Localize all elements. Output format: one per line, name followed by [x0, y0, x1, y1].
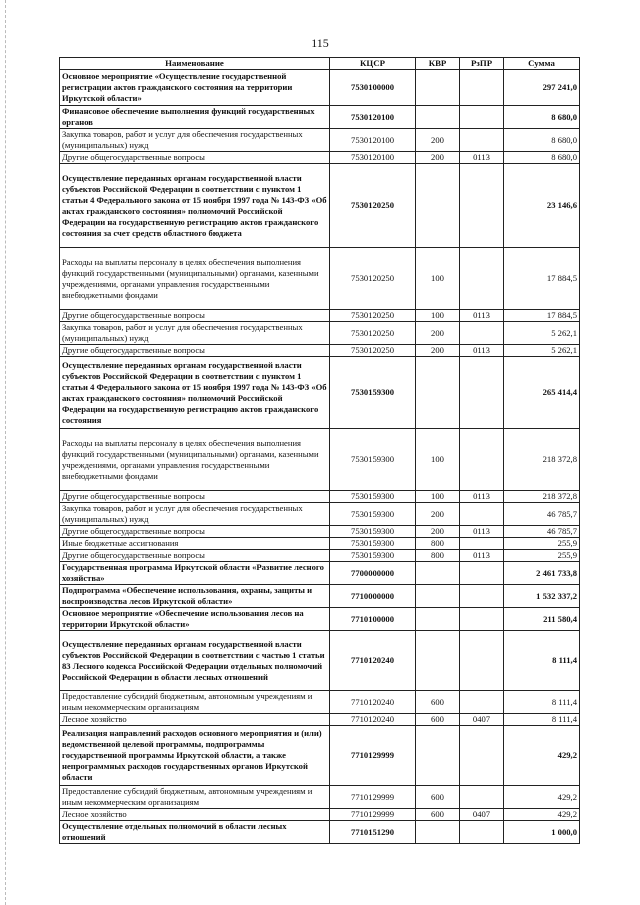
- row-rzpr: [460, 129, 504, 152]
- row-sum: 255,9: [504, 538, 580, 550]
- row-name: Основное мероприятие «Обеспечение использования лесов на территории Иркутской области»: [60, 608, 330, 631]
- row-sum: 23 146,6: [504, 164, 580, 248]
- row-kcsr: 7530159300: [330, 526, 416, 538]
- header-rzpr: РзПР: [460, 58, 504, 70]
- budget-table: [59, 57, 580, 844]
- row-kcsr: 7530159300: [330, 491, 416, 503]
- row-sum: 8 111,4: [504, 714, 580, 726]
- row-kcsr: 7530159300: [330, 538, 416, 550]
- row-sum: 17 884,5: [504, 310, 580, 322]
- row-kcsr: 7530120250: [330, 345, 416, 357]
- row-name: Закупка товаров, работ и услуг для обеспечения государственных (муниципальных) нужд: [60, 129, 330, 152]
- row-kvr: 600: [416, 786, 460, 809]
- row-rzpr: [460, 726, 504, 786]
- row-kvr: 100: [416, 429, 460, 491]
- header-name: Наименование: [60, 58, 330, 70]
- row-sum: 255,9: [504, 550, 580, 562]
- row-kvr: [416, 562, 460, 585]
- row-sum: 265 414,4: [504, 357, 580, 429]
- row-name: Реализация направлений расходов основного мероприятия и (или) ведомственной целевой программы, подпрограммы государственной программы Иркутской области, а также непрограммных расходов государственных органов Иркутской области: [60, 726, 330, 786]
- row-rzpr: [460, 248, 504, 310]
- row-rzpr: 0113: [460, 526, 504, 538]
- row-kcsr: 7710100000: [330, 608, 416, 631]
- row-name: Предоставление субсидий бюджетным, автономным учреждениям и иным некоммерческим организациям: [60, 691, 330, 714]
- row-name: Государственная программа Иркутской области «Развитие лесного хозяйства»: [60, 562, 330, 585]
- row-kvr: 800: [416, 550, 460, 562]
- row-rzpr: [460, 503, 504, 526]
- row-sum: 5 262,1: [504, 345, 580, 357]
- row-kvr: [416, 608, 460, 631]
- table-row: [60, 310, 580, 322]
- row-name: Финансовое обеспечение выполнения функций государственных органов: [60, 106, 330, 129]
- row-kvr: 200: [416, 345, 460, 357]
- table-row: [60, 164, 580, 248]
- table-row: [60, 345, 580, 357]
- header-kcsr: КЦСР: [330, 58, 416, 70]
- row-kcsr: 7710151290: [330, 821, 416, 844]
- row-kvr: [416, 70, 460, 106]
- header-kvr: КВР: [416, 58, 460, 70]
- row-kvr: [416, 726, 460, 786]
- row-rzpr: 0113: [460, 152, 504, 164]
- row-rzpr: [460, 821, 504, 844]
- row-kvr: 100: [416, 491, 460, 503]
- row-kcsr: 7710129999: [330, 809, 416, 821]
- row-rzpr: 0113: [460, 345, 504, 357]
- row-sum: 17 884,5: [504, 248, 580, 310]
- row-kcsr: 7530159300: [330, 429, 416, 491]
- row-rzpr: [460, 429, 504, 491]
- row-name: Другие общегосударственные вопросы: [60, 526, 330, 538]
- table-row: [60, 809, 580, 821]
- table-row: [60, 691, 580, 714]
- row-kvr: 100: [416, 310, 460, 322]
- row-sum: 1 000,0: [504, 821, 580, 844]
- row-sum: 46 785,7: [504, 526, 580, 538]
- table-row: [60, 322, 580, 345]
- table-row: [60, 714, 580, 726]
- row-kvr: 200: [416, 526, 460, 538]
- row-kcsr: 7530159300: [330, 357, 416, 429]
- row-kvr: [416, 631, 460, 691]
- row-rzpr: 0113: [460, 310, 504, 322]
- row-kcsr: 7700000000: [330, 562, 416, 585]
- table-row: [60, 550, 580, 562]
- row-kcsr: 7530100000: [330, 70, 416, 106]
- table-body: [60, 70, 580, 844]
- row-kcsr: 7530120250: [330, 248, 416, 310]
- row-name: Осуществление отдельных полномочий в области лесных отношений: [60, 821, 330, 844]
- row-name: Другие общегосударственные вопросы: [60, 345, 330, 357]
- row-sum: 218 372,8: [504, 429, 580, 491]
- row-kvr: 200: [416, 129, 460, 152]
- row-sum: 8 111,4: [504, 631, 580, 691]
- row-kcsr: 7710000000: [330, 585, 416, 608]
- table-row: [60, 357, 580, 429]
- row-sum: 218 372,8: [504, 491, 580, 503]
- row-name: Другие общегосударственные вопросы: [60, 550, 330, 562]
- row-rzpr: [460, 562, 504, 585]
- row-kvr: 100: [416, 248, 460, 310]
- row-name: Расходы на выплаты персоналу в целях обеспечения выполнения функций государственными (муниципальными) органами, казенными учреждениями, органами управления государственными внебюджетными фондами: [60, 429, 330, 491]
- scan-edge: [5, 0, 7, 905]
- row-kvr: [416, 585, 460, 608]
- row-rzpr: [460, 631, 504, 691]
- row-name: Иные бюджетные ассигнования: [60, 538, 330, 550]
- row-kcsr: 7530120100: [330, 152, 416, 164]
- row-sum: 211 580,4: [504, 608, 580, 631]
- table-row: [60, 726, 580, 786]
- table-row: [60, 786, 580, 809]
- row-name: Закупка товаров, работ и услуг для обеспечения государственных (муниципальных) нужд: [60, 322, 330, 345]
- table-row: [60, 631, 580, 691]
- row-kcsr: 7530120250: [330, 310, 416, 322]
- row-sum: 46 785,7: [504, 503, 580, 526]
- row-rzpr: 0407: [460, 714, 504, 726]
- row-name: Предоставление субсидий бюджетным, автономным учреждениям и иным некоммерческим организациям: [60, 786, 330, 809]
- table-row: [60, 608, 580, 631]
- row-rzpr: [460, 538, 504, 550]
- row-rzpr: [460, 357, 504, 429]
- header-sum: Сумма: [504, 58, 580, 70]
- row-kcsr: 7530120250: [330, 164, 416, 248]
- table-row: [60, 248, 580, 310]
- row-kcsr: 7710120240: [330, 714, 416, 726]
- table-row: [60, 526, 580, 538]
- row-name: Подпрограмма «Обеспечение использования, охраны, защиты и воспроизводства лесов Иркутской области»: [60, 585, 330, 608]
- row-kcsr: 7530120100: [330, 129, 416, 152]
- row-kvr: [416, 821, 460, 844]
- row-sum: 8 111,4: [504, 691, 580, 714]
- row-kvr: [416, 164, 460, 248]
- row-kvr: 600: [416, 691, 460, 714]
- row-rzpr: [460, 322, 504, 345]
- table-row: [60, 106, 580, 129]
- row-kcsr: 7530120250: [330, 322, 416, 345]
- table-row: [60, 821, 580, 844]
- row-name: Осуществление переданных органам государственной власти субъектов Российской Федерации в соответствии с частью 1 статьи 83 Лесного кодекса Российской Федерации отдельных полномочий Российской Федерации в области лесных отношений: [60, 631, 330, 691]
- row-rzpr: [460, 691, 504, 714]
- row-sum: 429,2: [504, 809, 580, 821]
- row-sum: 8 680,0: [504, 106, 580, 129]
- table-row: [60, 538, 580, 550]
- row-sum: 5 262,1: [504, 322, 580, 345]
- row-kcsr: 7530159300: [330, 503, 416, 526]
- row-kcsr: 7530159300: [330, 550, 416, 562]
- row-kcsr: 7530120100: [330, 106, 416, 129]
- row-kvr: 200: [416, 322, 460, 345]
- row-kvr: 600: [416, 714, 460, 726]
- row-name: Лесное хозяйство: [60, 714, 330, 726]
- table-header-row: [60, 58, 580, 70]
- row-rzpr: [460, 70, 504, 106]
- row-sum: 8 680,0: [504, 129, 580, 152]
- row-rzpr: [460, 585, 504, 608]
- table-row: [60, 491, 580, 503]
- row-kcsr: 7710120240: [330, 691, 416, 714]
- row-name: Осуществление переданных органам государственной власти субъектов Российской Федерации в соответствии с пунктом 1 статьи 4 Федерального закона от 15 ноября 1997 года № 143-ФЗ «Об актах гражданского состояния» полномочий Российской Федерации на государственную регистрацию актов гражданского состояния за счет средств областного бюджета: [60, 164, 330, 248]
- row-rzpr: 0113: [460, 550, 504, 562]
- row-name: Лесное хозяйство: [60, 809, 330, 821]
- row-sum: 429,2: [504, 786, 580, 809]
- table-row: [60, 129, 580, 152]
- table-row: [60, 152, 580, 164]
- row-kvr: 200: [416, 152, 460, 164]
- row-sum: 297 241,0: [504, 70, 580, 106]
- row-kcsr: 7710129999: [330, 726, 416, 786]
- row-sum: 8 680,0: [504, 152, 580, 164]
- page-number: 115: [311, 36, 329, 50]
- row-rzpr: [460, 106, 504, 129]
- row-kvr: [416, 357, 460, 429]
- row-kvr: 200: [416, 503, 460, 526]
- table-row: [60, 585, 580, 608]
- row-name: Расходы на выплаты персоналу в целях обеспечения выполнения функций государственными (муниципальными) органами, казенными учреждениями, органами управления государственными внебюджетными фондами: [60, 248, 330, 310]
- row-rzpr: [460, 786, 504, 809]
- table-row: [60, 70, 580, 106]
- row-name: Другие общегосударственные вопросы: [60, 152, 330, 164]
- row-rzpr: 0113: [460, 491, 504, 503]
- row-rzpr: [460, 608, 504, 631]
- row-name: Осуществление переданных органам государственной власти субъектов Российской Федерации в соответствии с пунктом 1 статьи 4 Федерального закона от 15 ноября 1997 года № 143-ФЗ «Об актах гражданского состояния» полномочий Российской Федерации на государственную регистрацию актов гражданского состояния: [60, 357, 330, 429]
- row-kvr: 600: [416, 809, 460, 821]
- row-kcsr: 7710120240: [330, 631, 416, 691]
- row-name: Закупка товаров, работ и услуг для обеспечения государственных (муниципальных) нужд: [60, 503, 330, 526]
- row-kvr: 800: [416, 538, 460, 550]
- row-sum: 429,2: [504, 726, 580, 786]
- table-row: [60, 562, 580, 585]
- table-row: [60, 503, 580, 526]
- row-name: Другие общегосударственные вопросы: [60, 310, 330, 322]
- row-rzpr: [460, 164, 504, 248]
- table-row: [60, 429, 580, 491]
- row-name: Основное мероприятие «Осуществление государственной регистрации актов гражданского состояния на территории Иркутской области»: [60, 70, 330, 106]
- row-name: Другие общегосударственные вопросы: [60, 491, 330, 503]
- row-kcsr: 7710129999: [330, 786, 416, 809]
- row-rzpr: 0407: [460, 809, 504, 821]
- row-sum: 2 461 733,8: [504, 562, 580, 585]
- row-kvr: [416, 106, 460, 129]
- row-sum: 1 532 337,2: [504, 585, 580, 608]
